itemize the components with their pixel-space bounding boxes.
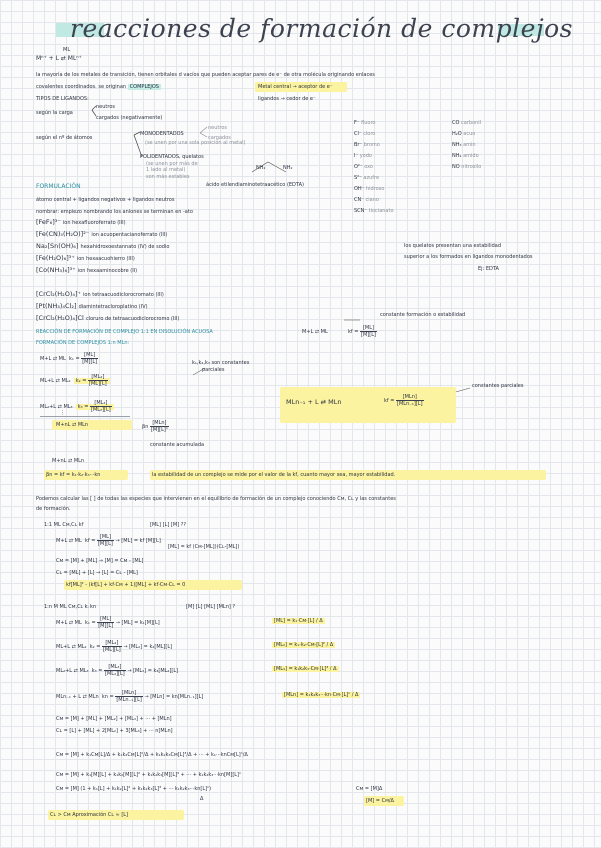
delta-label: Δ <box>200 796 204 802</box>
cm-factored: Cм = [M] (1 + k₁[L] + k₁k₂[L]² + k₁k₂k₃[L]³ + ··· k₁k₂k₃···kn[L]ⁿ) <box>56 786 212 792</box>
example-8: [CrCl₂(H₂O)₄]Cl cloruro de tetraacuodiclorocromo (III) <box>36 314 180 322</box>
calc-box-2: [ML₂] = k₁·k₂·Cм·[L]² / Δ <box>274 642 334 648</box>
step-3: ML₂+L ⇄ ML₃ k₃ = $\frac{\text{[ML₃]}}{\text{[ML₂][L]}}$ <box>40 400 114 413</box>
chelate-note-1: los quelatos presentan una estabilidad <box>404 243 502 249</box>
beta-note: constante acumulada <box>150 442 205 448</box>
formulation-heading: FORMULACIÓN <box>36 183 81 190</box>
stability-note: la estabilidad de un complejo se mide por el valor de la kf, cuanto mayor sea, mayor estabilidad. <box>152 472 396 478</box>
ligand-types-heading: TIPOS DE LIGANDOS: <box>36 96 89 102</box>
general-kf: kf = $\frac{\text{[MLn]}}{\text{[MLn₋₁][L]}}$ <box>384 394 423 407</box>
reaction-1n-label: FORMACIÓN DE COMPLEJOS 1:n MLn: <box>36 340 130 346</box>
calc-box-n: [MLn] = k₁k₂k₃···kn·Cм·[L]ⁿ / Δ <box>284 692 359 698</box>
c11-l: Cʟ = [ML] + [L] → [L] = Cʟ - [ML] <box>56 570 138 576</box>
c11-head: 1:1 ML Cм,Cʟ kf <box>44 522 84 528</box>
chelate-note-2: superior a los formados en ligandos monodentados <box>404 254 533 260</box>
nh2-right: NH₂ <box>283 165 293 171</box>
mono-note: (se unen por una sola posición al metal) <box>145 140 246 146</box>
partial-note-2: parciales <box>202 367 225 373</box>
ions-right-list: CO carbonil H₂O acuo NH₃ amin NH₂ amido NO nitrosilo <box>452 120 482 170</box>
calc-row-2: ML+L ⇄ ML₂ k₂ = $\frac{\text{[ML₂]}}{[ML][L]}$ → [ML₂] = k₂[ML][L] <box>56 640 173 653</box>
mono-charged: cargados <box>208 135 231 141</box>
calc-intro-1: Podemos calcular las [ ] de todas las especies que intervienen en el equilibrio de formación de un complejo conociendo Cм, Cʟ y las constantes <box>36 496 396 502</box>
by-charge-label: según la carga <box>36 110 73 116</box>
charge-charged: cargados (negativamente) <box>96 115 163 121</box>
c11-eq: M+L ⇄ ML kf = $\frac{[ML]}{[M][L]}$ → [ML] = kf [M][L] <box>56 534 161 547</box>
example-7: [Pt(NH₃)₄Cl₂] diamintetracloroplatino (IV) <box>36 302 148 310</box>
sum-rule <box>40 416 130 417</box>
reaction-label: ML <box>63 47 71 53</box>
cumulative-eq: M+nL ⇄ MLn <box>52 458 85 464</box>
dots: ⋮ <box>60 410 65 416</box>
m-result: [M] = Cм/Δ <box>366 798 394 804</box>
reaction-11-label: REACCIÓN DE FORMACIÓN DE COMPLEJO 1:1 EN DISOLUCIÓN ACUOSA <box>36 329 213 335</box>
edta-label: ácido etilendiaminotetraacético (EDTA) <box>206 182 304 188</box>
c11-unknown: [ML] [L] [M] ?? <box>150 522 186 528</box>
metal-central-note: Metal central → aceptor de e⁻ <box>258 84 333 90</box>
cm-sum: Cм = [M] + [ML] + [ML₂] + [ML₃] + ··· + [MLn] <box>56 716 172 722</box>
calc-box-1: [ML] = k₁·Cм·[L] / Δ <box>274 618 323 624</box>
c1n-unknown: [M] [L] [ML] [MLn] ? <box>186 604 236 610</box>
general-note: constantes parciales <box>472 383 524 389</box>
step-2: ML+L ⇄ ML₂ k₂ = $\frac{\text{[ML₂]}}{[ML][L]}$ <box>40 374 110 387</box>
intro-line-1: la mayoría de los metales de transición, tienen orbitales d vacíos que pueden aceptar pares de e⁻ de otra molécula originando enlaces <box>36 72 375 78</box>
c11-r2: [ML] = kf (Cм-[ML])(Cʟ-[ML]) <box>168 544 240 550</box>
mono-neutral: neutros <box>208 125 227 131</box>
nh2-left: NH₂ <box>256 165 266 171</box>
calc-row-n: MLn₋₁ + L ⇄ MLn kn = $\frac{\text{[MLn]}}{\text{[MLn₋₁][L]}}$ → [MLn] = kn[MLn₋₁][L] <box>56 690 204 703</box>
general-eq: MLn₋₁ + L ⇄ MLn <box>286 398 342 406</box>
poly-note-1: (se unen por más de <box>146 161 198 167</box>
beta-eq: βn = kf = k₁·k₂·k₃···kn <box>46 472 101 478</box>
example-1: [FeF₆]³⁻ ion hexafluoroferrato (III) <box>36 218 126 226</box>
c11-m: Cм = [M] + [ML] → [M] = Cм - [ML] <box>56 558 144 564</box>
cm-fraction-sum: Cм = [M] + k₁Cм[L]/Δ + k₁k₂Cм[L]²/Δ + k₁k₂k₃Cм[L]³/Δ + ··· + k₁···knCм[L]ⁿ/Δ <box>56 752 248 758</box>
calc-intro-2: de formación. <box>36 506 71 512</box>
reaction-11-eq: M+L ⇄ ML <box>302 329 328 335</box>
cm-expanded: Cм = [M] + k₁[M][L] + k₁k₂[M][L]² + k₁k₂k₃[M][L]³ + ··· + k₁k₂k₃···kn[M][L]ⁿ <box>56 772 241 778</box>
page-title: reacciones de formación de complejos <box>70 14 574 43</box>
reaction-11-kf: kf = $\frac{[ML]}{[M][L]}$ <box>348 325 376 338</box>
cm-result: Cм = [M]Δ <box>356 786 383 792</box>
charge-neutral: neutros <box>96 104 115 110</box>
by-atoms-label: según el nº de átomos <box>36 135 93 141</box>
general-reaction: Mⁿ⁺ + L ⇄ MLⁿ⁺ <box>36 55 82 62</box>
chelate-example: Ej: EDTA <box>478 266 499 272</box>
c11-quadratic: kf[ML]² - (kf[L] + kf·Cм + 1)[ML] + kf·Cм·Cʟ = 0 <box>66 582 186 588</box>
cl-sum: Cʟ = [L] + [ML] + 2[ML₂] + 3[ML₃] + ··· n[MLn] <box>56 728 173 734</box>
partial-note-1: k₁,k₂,k₃ son constantes <box>192 360 250 366</box>
calc-row-1: M+L ⇄ ML k₁ = $\frac{[ML]}{[M][L]}$ → [ML] = k₁[M][L] <box>56 616 160 629</box>
beta-n-expr: βn $\frac{\text{[MLn]}}{\text{[M][L]ⁿ}}$ <box>142 420 168 433</box>
calc-row-3: ML₂+L ⇄ ML₃ k₃ = $\frac{\text{[ML₃]}}{\text{[ML₂][L]}}$ → [ML₃] = k₃[ML₂][L] <box>56 664 179 677</box>
example-4: [Fe(H₂O)₆]³⁺ ion hexaacuohierro (III) <box>36 254 135 262</box>
poly-note-2: 1 lado al metal) <box>146 167 186 173</box>
reaction-11-note: constante formación o estabilidad <box>380 312 466 318</box>
formulation-rule-1: átomo central + ligandos negativos + ligandos neutros <box>36 197 175 203</box>
calc-box-3: [ML₃] = k₁k₂k₃·Cм·[L]³ / Δ <box>274 666 337 672</box>
example-2: [Fe(CN)₅(H₂O)]²⁻ ion acuopentacianoferrato (III) <box>36 230 168 238</box>
poly-note-3: son más estables <box>146 174 190 180</box>
step-1: M+L ⇄ ML k₁ = $\frac{[ML]}{[M][L]}$ <box>40 352 98 365</box>
approximation-note: Cʟ > Cм Aproximación Cʟ ≈ [L] <box>50 812 129 818</box>
formulation-rule-2: nombrar: empiezo nombrando los aniones se terminan en -ato <box>36 209 193 215</box>
example-3: Na₂[Sn(OH)₆] hexahidroxoestannato (IV) de sodio <box>36 242 170 250</box>
example-6: [CrCl₂(H₂O)₄]⁺ ion tetraacuodiclorocromato (III) <box>36 290 164 298</box>
intro-line-2: covalentes coordinados. se originan COMPLEJOS <box>36 84 159 90</box>
complejos-keyword: COMPLEJOS <box>129 84 159 90</box>
sum-eq: M+nL ⇄ MLn <box>56 422 89 428</box>
polidentados-label: POLIDENTADOS, quelatos <box>140 154 204 160</box>
ligandos-note: ligandos → cedor de e⁻ <box>258 96 316 102</box>
example-5: [Co(NH₃)₆]³⁺ ion hexaaminocobre (II) <box>36 266 138 274</box>
monodentados-label: MONODENTADOS <box>140 131 184 137</box>
ions-left-list: F⁻ fluoro Cl⁻ cloro Br⁻ bromo I⁻ yodo O²⁻ oxo S²⁻ azufre OH⁻ hidroxo CN⁻ ciano SCN⁻ tiocianato <box>354 120 394 214</box>
c1n-head: 1:n M ML Cм,Cʟ kᵢ kn <box>44 604 97 610</box>
